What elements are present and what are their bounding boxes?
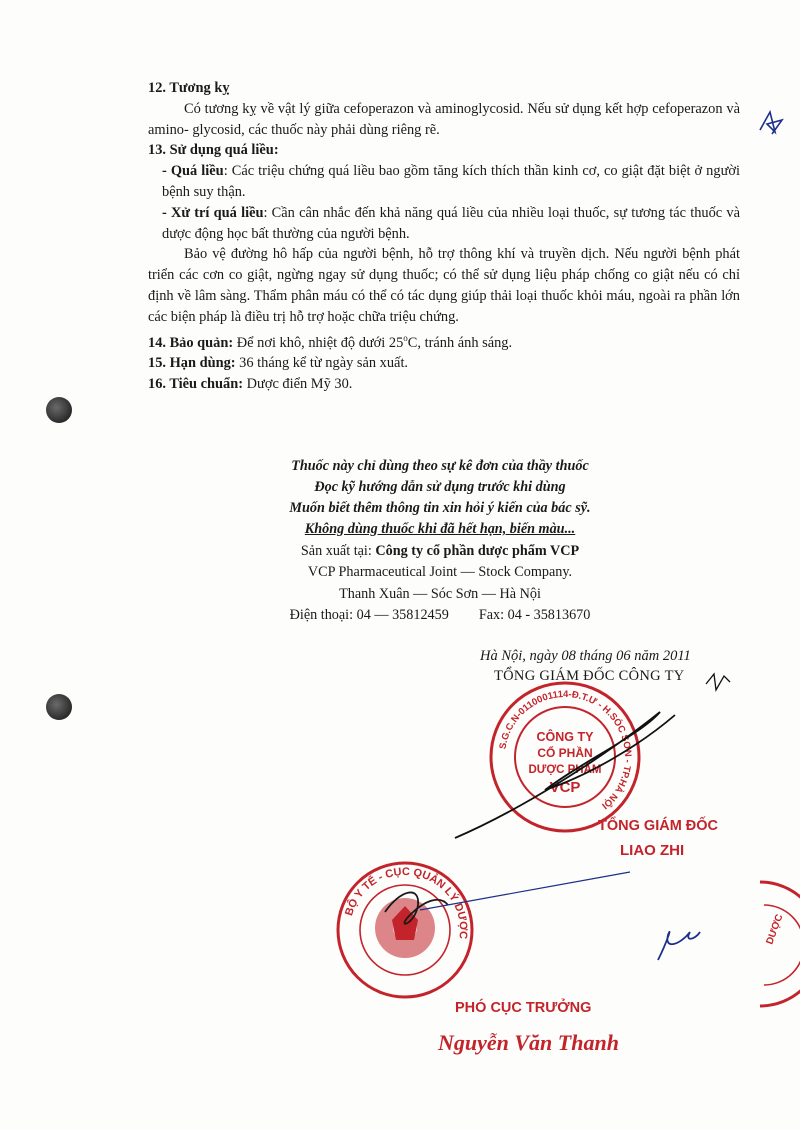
- svg-text:VCP: VCP: [549, 779, 581, 796]
- section-12-heading: 12. Tương kỵ: [148, 80, 230, 96]
- director-initials: [706, 674, 730, 690]
- signer-2-title: PHÓ CỤC TRƯỞNG: [455, 1000, 592, 1016]
- section-12-text: Có tương kỵ về vật lý giữa cefoperazon và aminoglycosid. Nếu sử dụng kết hợp cefoperazon và amino- glycosid, các thuốc này phải dùng riêng rẽ.: [148, 100, 740, 138]
- signer-1-title: TỔNG GIÁM ĐỐC: [598, 818, 719, 834]
- svg-text:BỘ Y TẾ - CỤC QUẢN LÝ DƯỢC: BỘ Y TẾ - CỤC QUẢN LÝ DƯỢC: [343, 865, 470, 940]
- manufacturer-label: Sản xuất tại:: [300, 543, 376, 559]
- svg-text:CỔ PHẦN: CỔ PHẦN: [537, 746, 593, 760]
- manufacturer-name-en: VCP Pharmaceutical Joint — Stock Company.: [307, 564, 573, 581]
- notice-line-1: Thuốc này chỉ dùng theo sự kê đơn của thầy thuốc: [291, 458, 589, 474]
- overdose-label: - Quá liều: [162, 163, 224, 180]
- section-16-title: 16. Tiêu chuẩn:: [148, 375, 244, 392]
- signer-1-name: LIAO ZHI: [620, 842, 685, 859]
- section-15-text: 36 tháng kể từ ngày sản xuất.: [235, 355, 409, 372]
- ministry-seal: [338, 863, 472, 997]
- section-14-text: Để nơi khô, nhiệt độ dưới 25: [233, 334, 404, 351]
- section-13-title: 13. Sử dụng quá liều:: [148, 142, 279, 159]
- dateline: Hà Nội, ngày 08 tháng 06 năm 2011: [480, 648, 691, 664]
- fax-number: Fax: 04 - 35813670: [478, 607, 591, 624]
- section-16-text: Dược điển Mỹ 30.: [243, 375, 353, 392]
- treatment-label: - Xử trí quá liều: [162, 204, 264, 221]
- degree-mark: o: [403, 332, 408, 343]
- svg-text:DƯỢC: DƯỢC: [764, 912, 786, 947]
- director-title: TỔNG GIÁM ĐỐC CÔNG TY: [494, 668, 685, 684]
- notice-line-2: Đọc kỹ hướng dẫn sử dụng trước khi dùng: [314, 479, 566, 495]
- svg-text:DƯỢC PHẨM: DƯỢC PHẨM: [528, 764, 602, 776]
- section-14-title: 14. Bảo quản:: [148, 334, 234, 351]
- notice-line-3: Muốn biết thêm thông tin xin hỏi ý kiến của bác sỹ.: [289, 500, 591, 516]
- signer-2-name: Nguyễn Văn Thanh: [438, 1030, 619, 1055]
- treatment-text: : Cần cân nhắc đến khả năng quá liều của nhiều loại thuốc, sự tương tác thuốc và dược động học bất thường của người bệnh.: [162, 204, 740, 242]
- blue-initials: [658, 932, 700, 960]
- initials-margin-mark: [760, 112, 782, 134]
- support-paragraph: Bảo vệ đường hô hấp của người bệnh, hỗ trợ thông khí và truyền dịch. Nếu người bệnh phát triển các cơn co giật, ngừng ngay sử dụng thuốc; có thể sử dụng liệu pháp chống co giật nếu có chỉ định về lâm sàng. Thẩm phân máu có thể có tác dụng giúp thải loại thuốc khỏi máu, ngoài ra phần lớn các biện pháp là điều trị hỗ trợ hoặc chữa triệu chứng.: [148, 246, 740, 325]
- partial-seal-right: [760, 882, 800, 1006]
- svg-text:CÔNG TY: CÔNG TY: [536, 730, 594, 744]
- manufacturer-address: Thanh Xuân — Sóc Sơn — Hà Nội: [339, 585, 541, 602]
- section-14-text-end: C, tránh ánh sáng.: [407, 334, 513, 351]
- svg-text:S.G.C.N-0110001114-Đ.T.Ư - H.S: S.G.C.N-0110001114-Đ.T.Ư - H.SÓC SƠN - TP.HÀ NỘI: [497, 688, 634, 812]
- section-15-title: 15. Hạn dùng:: [148, 355, 236, 372]
- overdose-text: : Các triệu chứng quá liều bao gồm tăng kích thích thần kinh cơ, co giật đặt biệt ở người bệnh suy thận.: [162, 163, 740, 200]
- notice-line-4: Không dùng thuốc khi đã hết hạn, biến màu...: [304, 521, 576, 537]
- phone-number: Điện thoại: 04 — 35812459: [289, 607, 449, 624]
- manufacturer-name: Công ty cổ phần dược phẩm VCP: [375, 543, 580, 559]
